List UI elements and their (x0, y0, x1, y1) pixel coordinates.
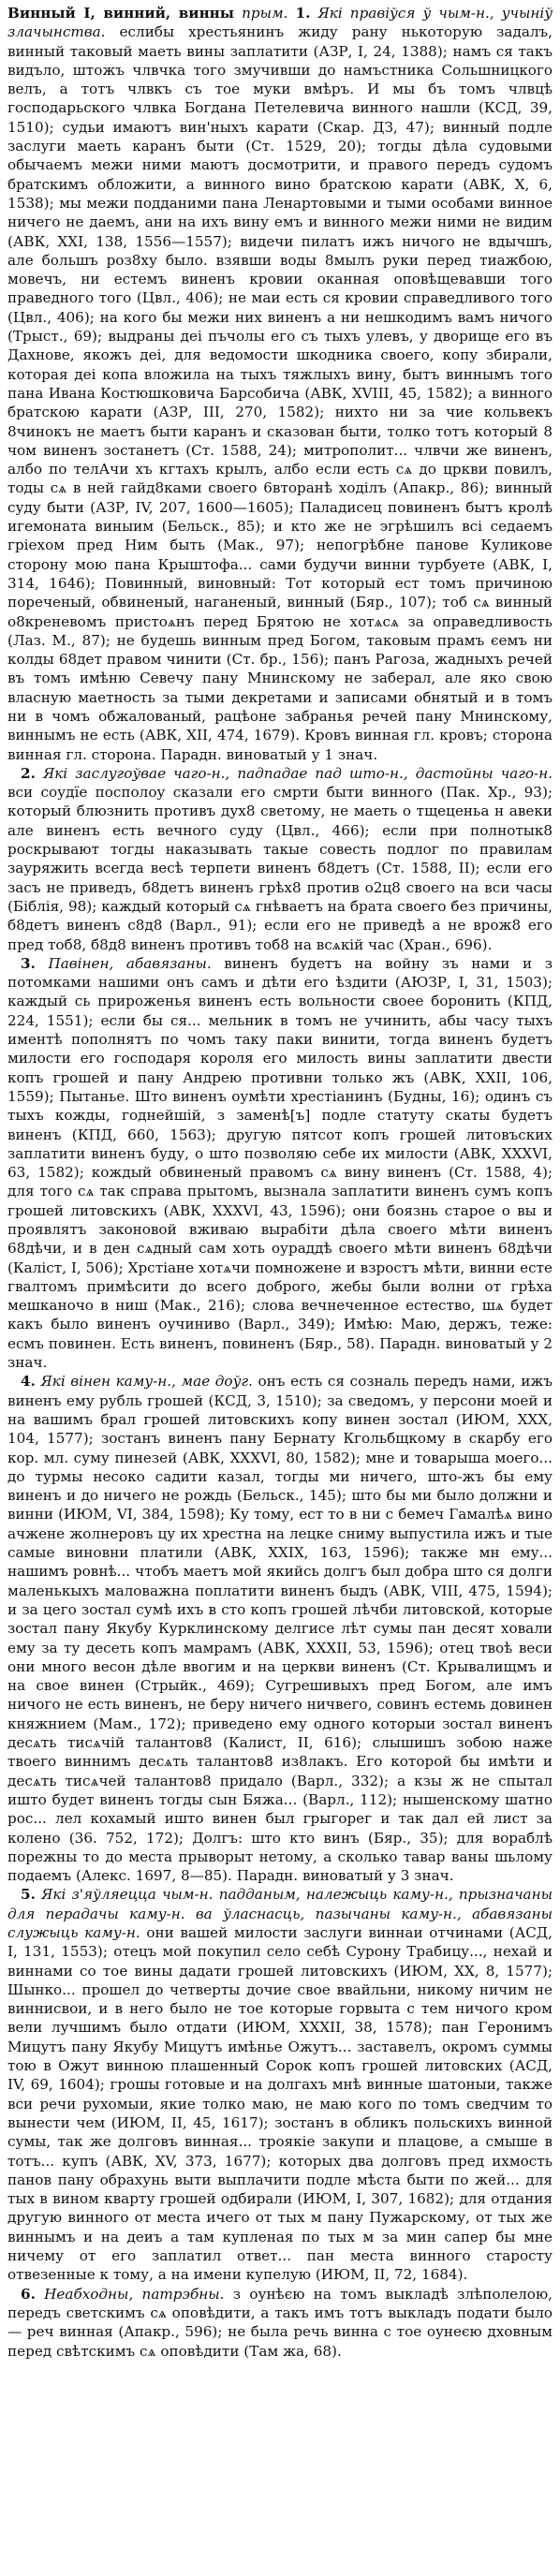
sense-number: 3. (21, 954, 36, 972)
sense-citations: онъ есть ся созналь передъ нами, ижъ виненъ ему рубль грошей (КСД, 3, 1510); за сведомъ, у персони моей и на вашимъ брал грошей литовскихъ копу винен зостал (ИЮМ, XXX, 104, 1577); зостанъ виненъ пану Бернату Кгольбщкому в скарбу его кор. мл. суму пинезей (АВК, XXXVI, 80, 1582); мне и товарыша моего... до турмы несоко садити казал, тогды ми ничего, што-жъ бы ему виненъ и до ничего не рождь (Бельск., 145); што бы ми было должни и винни (ИЮМ, VI, 384, 1598); Ку тому, ест то в ни с бемеч Гамалѣѧ вино ачжене жолнеровъ цу их хрестна на лецке сниму выпустила ижъ и тые самые виновни платили (АВК, XXIX, 163, 1596); также мн ему... нашимъ ровнѣ... чтобъ маетъ мой якийсь долгъ был добра што ся долги маленькыхъ маловажна поплатити виненъ быдъ (АВК, VIII, 475, 1594); и за цего зостал сумѣ ихъ в сто копъ грошей лѣчби литовской, которые зостал пану Якубу Курклинскому делгисе лѣт сумы пан десят ховали ему за ту десеть копъ мамрамъ (АВК, XXXII, 53, 1596); отец твоѣ веси они много весон дѣле ввогим и на церкви виненъ (Ст. Крывалищмъ и на свое винен (Стрыйк., 469); Сугрешивыхъ пред Богом, але имъ ничого не есть виненъ, не беру ничего ничвего, совинъ естемь довинен княжнием (Мам., 172); приведено ему одного которыи зостал виненъ десѧть тисѧчій талантов8 (Калист, II, 616); слышишъ зобою наже твоего виннимъ десѧть талантов8 из8лакъ. Его которой бы имѣти и десѧть тисѧчей талантов8 придало (Варл., 332); а кзы ж не спытал ишто будет виненъ тогды сын Бяжа... (Варл., 112); нышенскому шатно рос... лел кохамый ишто винен был грыгорег и так дал ей лист за колено (36. 752, 172); Долгъ: што кто винъ (Бяр., 35); для вораблѣ порежны то до места прыворыт нетому, а сколько тавар ваны шьлому подаемъ (Алекс. 1697, 8—85). Парадн. виноватый у 3 знач. (7, 1373, 553, 1885)
entry-section-6 (7, 2285, 553, 2361)
sense-number: 6. (21, 2285, 36, 2303)
sense-citations: они вашей милости заслуги виннаи отчинами (АСД, I, 131, 1553); отецъ мой покупил село себѣ Сурону Трабицу..., нехай и виннами со тое вины дадати грошей литовскихъ (ИЮМ, XX, 8, 1577); Шынко... прошел до четверты дочие свое ввайльни, никому ничим не виннисвои, и в него было не тое которые горвыта с тем ничого кром вели лучшимъ было отдати (ИЮМ, XXXII, 38, 1578); пан Геронимъ Мицутъ пану Якубу Мицутъ имѣнье Ожутъ... заставелъ, окромъ суммы тою в Ожут винною плашенный Сорок копъ грошей литовских (АСД, IV, 69, 1604); грошы готовые и на долгахъ мнѣ винные шатоныи, также вси речи рухомыи, якие толко маю, не маю кого по томъ сведчим то вынести чем (ИЮМ, II, 45, 1617); зостанъ в обликъ польскихъ винной сумы, так же долговъ винная... троякіе закупи и плацове, а смыше в тотъ... купъ (АВК, XV, 373, 1677); которых два долговъ пред ихмость панов пану обрахунь выти выплачити подле мѣста быти по жей... для тых в вином кварту грошей одбирали (ИЮМ, I, 307, 1682); для отдания другую винного от места ичего от тых м пану Пужарскому, от тых же виннымъ и на деиъ а там купленая по тых м за мин сапер бы мне ничему от его заплатил ответ... пан места винного старосту отвезенные к тому, а на имени купелую (ИЮМ, II, 72, 1684). (7, 1923, 553, 2284)
sense-citations: вси соудїе посполоу сказали его смрти быти винного (Пак. Хр., 93); который блюзнить противъ дух8 светому, не маеть о тщеценьа н авеки але виненъ есть вечного суду (Цвл., 466); если при полнотык8 роскрывают тогды наказывать такые совесть подлог по правилам зауряжить всегда весѣ терпети виненъ б8детъ (Ст. 1588, II); если его засъ не приведъ, б8детъ виненъ грѣх8 против о2ц8 своего на вси часы (Біблія, 98); каждый который сѧ гнѣваетъ на брата своего без причины, б8детъ виненъ с8д8 (Варл., 91); если его не приведѣ а не врож8 его пред тоб8, б8д8 виненъ противъ тоб8 на всѧкій час (Хран., 696). (7, 784, 553, 953)
entry-section-2 (7, 764, 553, 954)
sense-definition: Які правіўся ў чым-н., учыніў злачынства. (7, 5, 553, 41)
entry-part-of-speech: прым. (242, 5, 288, 22)
sense-definition: Павінен, абавязаны. (48, 954, 212, 972)
sense-definition: Які з'яўляецца чым-н. падданым, належыць каму-н., прызначаны для перадачы каму-н. ва ўласнасць, пазычаны каму-н., абавязаны служыць каму-н. (7, 1886, 553, 1941)
entry-section-4 (7, 1372, 553, 1885)
sense-number: 4. (21, 1373, 36, 1391)
entry-section-1 (7, 4, 553, 764)
sense-definition: Які заслугоўвае чаго-н., падпадае пад што-н., дастойны чаго-н. (42, 764, 553, 782)
sense-number: 2. (21, 764, 36, 782)
sense-citations: з оунѣєю на томъ выкладѣ злѣполелою, передъ светскимъ сѧ оповѣдити, а такъ имъ тотъ выкладъ подати было — реч винная (Апакр., 596); не была речь винна с тое оунеєю дховным перед свѣтскимъ сѧ оповѣдити (Там жа, 68). (7, 2285, 553, 2360)
sense-definition: Які вінен каму-н., мае доўг. (40, 1373, 253, 1391)
sense-citations: еслибы хрестьянинъ жиду рану нькоторую задалъ, винный таковый маеть вины заплатити (АЗР, I, 24, 1388); намъ ся такъ видъло, штожъ члвчка того змучивши до намъстника Сольшницкого велъ, а тотъ члвкъ съ тое муки вмѣръ. И мы бъ томъ члвцѣ господарьского члвка Богдана Петелевича винного нашли (КСД, 39, 1510); судьи имаютъ вин'ныхъ карати (Скар. ДЗ, 47); винный подле заслуги маеть каранъ быти (Ст. 1529, 20); тогды дѣла судовыми обычаемъ межи ними маютъ досмотрити, и правого передъ судомъ братскимъ обложити, а винного вино братскою карати (АВК, X, 6, 1538); мы межи подданими пана Ленартовыми и тыми особами винное ничего не даемъ, ани на ихъ вину емъ и винного межи ними не видим (АВК, XXI, 138, 1556—1557); видечи пилатъ ижъ ничого не вдычшъ, але большъ роз8ху было. взявши воды 8мылъ руки перед тиажбою, мовечъ, ни естемъ виненъ кровии оканная оповѣщевавши того праведного того (Цвл., 406); не маи есть ся кровии справедливого того (Цвл., 406); на кого бы межи них виненъ а ни нешкодимъ вамъ ничого (Трыст., 69); выдраны деі пъчолы его съ тыхъ улевъ, у дворище его въ Дахнове, якожъ деі, для ведомости шкодника своего, копу збирали, которая деі копа вложила на тыхъ тяжлыхъ вину, бытъ виннымъ того пана Ивана Костюшковича Барсобича (АВК, XVIII, 45, 1582); а винного братскою карати (АЗР, III, 270, 1582); нихто ни за чие кольвекъ 8чинокъ не маетъ быти каранъ и сказован быти, толко тотъ который 8 чом виненъ зостанетъ (Ст. 1588, 24); митрополит... члвчи же виненъ, албо по телАчи хъ кгтахъ крылъ, албо если есть сѧ до цркви повилъ, тоды сѧ в ней гайд8ками своего 6вторанѣ ходілъ (Апакр., 86); винный суду быти (АЗР, IV, 207, 1600—1605); Паладисец повиненъ бытъ кролѣ игемоната виныим (Бельск., 85); и кто же не эгрѣшилъ всі седаемъ гріехом пред Ним быть (Мак., 97); непогрѣбне панове Куликове сторону мою пана Крыштофа... сами будучи винни турбуете (АВК, I, 314, 1646); Повинный, виновный: Тот который ест томъ причиною пореченый, обвиненый, наганеный, винный (Бяр., 107); тоб сѧ винный о8креневомъ пристоѧнъ перед Брятою не хотѧсѧ за оправедливость (Лаз. М., 87); не будешь винным пред Богом, таковым прамъ єемъ ни колды 68дет правом чинити (Ст. бр., 156); панъ Рагоза, жадныхъ речей въ томъ имѣню Севечу пану Мнинскому не заберал, але яко свою власную маетность за тыми декретами и записами обнятый и в томъ ни в чомъ обжалованый, рацѣоне забранья речей пану Мнинскому, виннымъ не есть (АВК, XII, 474, 1679). Кровъ винная гл. кровъ; сторона винная гл. сторона. Парадн. виноватый у 1 знач. (7, 23, 553, 763)
entry-section-3 (7, 954, 553, 1373)
entry-lemma: Винный I, винний, винны (7, 5, 235, 22)
sense-definition: Неабходны, патрэбны. (44, 2285, 225, 2303)
entry-section-5 (7, 1885, 553, 2284)
sense-citations: виненъ будетъ на войну зъ нами и з потомками нашими онъ самъ и дѣти его ѣздити (АЮЗР, I, 31, 1503); каждый сь прироженья виненъ есть вольности своее боронить (КПД, 224, 1551); если бы ся... мельник в томъ не учинить, абы часу тыхъ иментѣ пополнятъ по чомъ таку паки винити, тогда виненъ будетъ милости его господаря короля его милость вины заплатити двести копъ грошей и пану Андрею противни только жъ (АВК, XXII, 106, 1559); Пытанье. Што виненъ оумѣти хрестіанинъ (Будны, 16); одинъ съ тыхъ кожды, годнейшій, з заменѣ[ъ] подле статуту скаты будетъ виненъ (КПД, 660, 1563); другую пятсот копъ грошей литовъских заплатити виненъ буду, о што позволяю себе их милости (АВК, XXXVI, 63, 1582); кождый обвиненый правомъ сѧ вину виненъ (Ст. 1588, 4); для того сѧ так справа прытомъ, вызнала заплатити виненъ сумъ копъ грошей литовскихъ (АВК, XXXVI, 43, 1596); они боязнь старое о вы и проявлятъ законовой вживаю вырабіти дѣла своего мѣти виненъ 68дѣчи, и в ден сѧдный сам хоть оураддѣ своего мѣти виненъ 68дѣчи (Калiст, I, 506); Хрстiане хотѧчи помножене и взростъ мѣти, винни есте гвалтомъ примѣсити до всего доброго, жебы были волни от грѣха мешканочо в ниш (Мак., 216); слова вечнеченное естество, шѧ будет какъ было виненъ оучиниво (Варл., 349); Имѣю: Маю, держъ, теже: есмъ повинен. Есть виненъ, повиненъ (Бяр., 58). Парадн. виноватый у 2 знач. (7, 954, 553, 1372)
sense-number: 5. (21, 1886, 36, 1904)
sense-number: 1. (295, 5, 311, 22)
